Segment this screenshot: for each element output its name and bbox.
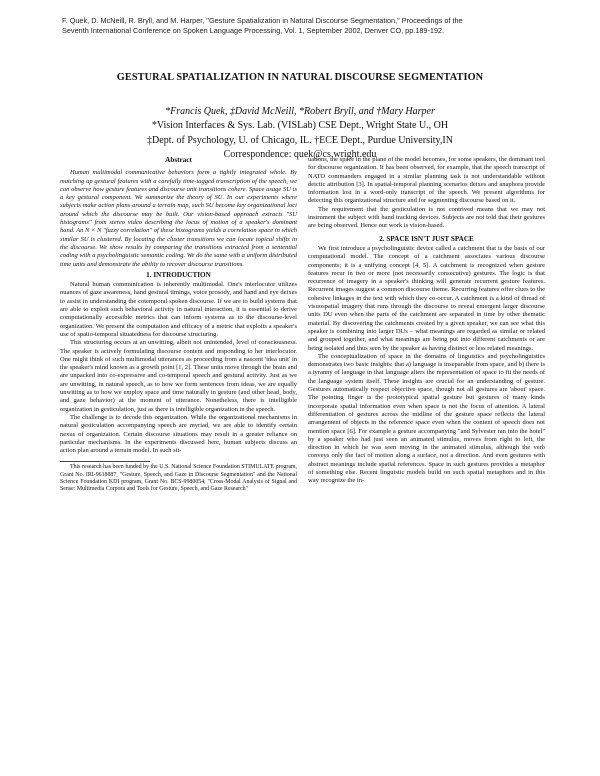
author-affiliations: *Vision Interfaces & Sys. Lab. (VISLab) CSE Dept., Wright State U., OH ‡Dept. of Psychology, U. of Chicago, IL. †ECE Dept., Purdue University,IN Correspondence: quek@cs.wright.edu: [147, 120, 453, 160]
paper-title: GESTURAL SPATIALIZATION IN NATURAL DISCOURSE SEGMENTATION: [116, 72, 484, 83]
section-2-heading: 2. SPACE ISN'T JUST SPACE: [379, 234, 474, 243]
author-names: *Francis Quek, ‡David McNeill, *Robert Bryll, and †Mary Harper: [165, 105, 435, 117]
intro-paragraph-3: The challenge is to decode this organization. While the organizational mechanisms in natural gesticulation accompanying speech are myriad, we are able to identify certain nexus of organization. Certain discourse situations may result in a greater reliance on particular mechanisms. In the experiments discussed here, human subjects discuss an action plan around a terrain model. In such sit-: [60, 413, 297, 455]
citation-header: F. Quek, D. McNeill, R. Bryll, and M. Harper, "Gesture Spatialization in Natural Discourse Segmentation," Proceedings of the Seventh International Conference on Spoken Language Processing, Vol. 1, September 2002, Denver CO, pp.189-192.: [62, 16, 463, 35]
intro-paragraph-1: Natural human communication is inherently multimodal. One's interlocutor utilizes nuances of gaze awareness, hand gestural timings, voice prosody, and hand and eye deixes to assist in understanding the cotemporal spoken discourse. If we are to build systems that are able to exploit such behavioral activity in natural interaction, it is essential to derive computationally accessible metrics that can inform systems as to the discourse-level organization. We present the computation and efficacy of a metric that exploits a speaker's use of spatio-temporal situatedness for discourse structuring.: [60, 281, 297, 338]
right-column: [308, 156, 545, 486]
footnote-divider: [60, 461, 150, 462]
section-2-paragraph-2: The conceptualization of space in the domains of linguistics and psycholinguistics demonstrates two basic insights: that a) language is inseparable from space, and b) there is a tyranny of language in that language alters the representation of space to fit the needs of the language system itself. These insights are crucial for an understanding of gesture. Gestures automatically respect objective space, though not all gestures are 'about' space. The pointing finger is the prototypical spatial gesture but gestures of many kinds incorporate spatial information even when space is not the focus of attention. A lateral differentiation of gestures across the midline of the gesture space reflects the lateral arrangement of objects in the reference space even when the content of speech does not mention space [6]. For example a gesture accompanying "and Sylvester ran into the hotel" by a speaker who had just seen an animated stimulus, moves from right to left, the direction in which he was seen moving in the animated stimulus, although the verb conveys only the fact of motion along a surface, not a direction. And even gestures with abstract meanings include spatial references. Space in such gestures provides a metaphor of something else. Recent linguistic models build on such spatial metaphors and in this way recognize the in-: [308, 352, 545, 485]
author-block: [0, 90, 600, 163]
introduction-heading: 1. INTRODUCTION: [146, 270, 211, 279]
right-paragraph-1: uations, the space in the plane of the model becomes, for some speakers, the dominant tool for discourse organization. It has been observed, for example, that the speech transcript of NATO commanders engaged in a similar planning task is not understandable without deictic attribution [3]. In spatial-temporal planning scenarios deixes and anaphora provide information lost in a word-only transcript of the speech. We present algorithms for detecting this organizational structure and for segmenting discourse based on it.: [308, 156, 545, 205]
right-paragraph-2: The requirement that the gesticulation is not contrived means that we may not instrument the subject with hand tracking devices. Subjects are not told that their gestures are being observed. Hence our work is vision-based.: [308, 205, 545, 230]
funding-footnote: This research has been funded by the U.S. National Science Foundation STIMULATE program, Grant No. IRI-9618887, "Gesture, Speech, and Gaze in Discourse Segmentation" and the National Science Foundation KDI program, Grant No. BCS-9980054, "Cross-Modal Analysis of Signal and Sense: Multimedia Corpora and Tools for Gesture, Speech, and Gaze Research": [60, 464, 297, 493]
abstract-text: Human multimodal communicative behaviors form a tightly integrated whole. By matching up gestural features with a carefully time-tagged transcription of the speech, we can observe how gesture features and discourse unit transitions cohere. Space usage SU is a key gestural component. We summarize the theory of SU. In our experiments where subjects make action plans around a terrain map, such SU become key organizational loci around which the discourse may be built. Our vision-based approach extracts "SU histograms" from stereo video describing the locus of motion of a speaker's dominant hand. An N × N "fuzzy correlation" of these histograms yields a correlation space in which similar SU is clustered. By locating the cluster transitions we can locate topical shifts in the discourse. We show results by comparing the transitions extracted from a sentential coding with a psycholinguistic semantic coding. We do the same with a uniform distributed time units and demonstrate the ability to recover discourse transitions.: [60, 169, 297, 268]
intro-paragraph-2: This structuring occurs at an unwitting, albeit not unintended, level of consciousness. The speaker is actively formulating discourse content and responding to her interlocutor. One might think of such multimodal utterances as proceeding from a nascent 'idea unit' in the speaker's mind known as a growth point [1, 2]. These units move through the brain and are unpacked into co-expressive and co-temporal speech and gestural activity. Just as we are unwitting, in natural speech, as to how we form sentences from ideas, we are equally unwitting as to how we employ space and time naturally in gesture (and other head, body, and gaze behavior) at the moment of utterance. Nonetheless, there is intelligible organization in gesticulation, just as there is intelligible organization in the speech.: [60, 339, 297, 413]
section-2-paragraph-1: We first introduce a psycholinguistic device called a catchment that is the basis of our computational model. The concept of a catchment associates various discourse components; it is a unifying concept [4, 5]. A catchment is recognized when gesture features recur in two or more (not necessarily consecutive) gestures. The logic is that recurrence of imagery in a speaker's thinking will generate recurrent gesture features. Recurrent images suggest a common discourse theme. Recurring features offer clues to the cohesive linkages in the text with which they co-occur. A catchment is a kind of thread of visuospatial imagery that runs through the discourse to reveal emergent larger discourse units DU even when the parts of the catchment are separated in time by other thematic material. By discovering the catchments created by a given speaker, we can see what this speaker is combining into larger DUs – what meanings are regarded as similar or related and grouped together, and what meanings are being put into different catchments or are being isolated and thus seen by the speaker as having distinct or less related meanings.: [308, 244, 545, 352]
left-column: [60, 156, 297, 494]
abstract-heading: Abstract: [165, 156, 192, 164]
